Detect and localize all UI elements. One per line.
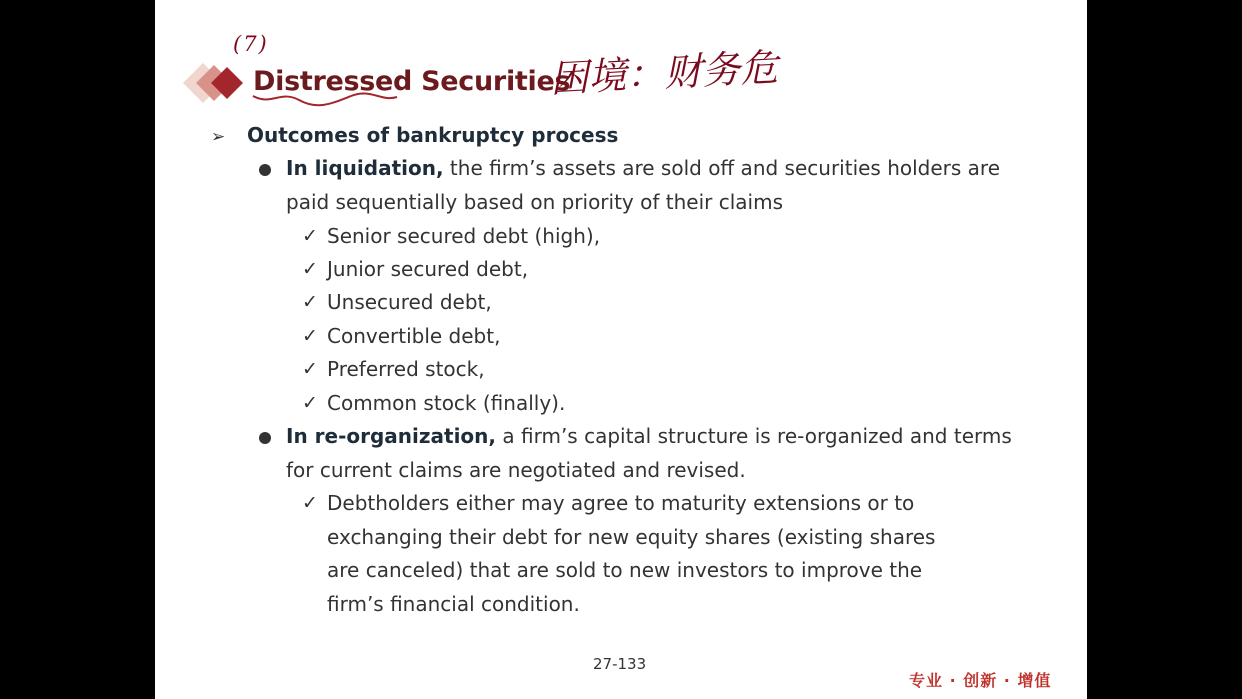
stacked-diamonds-icon [181, 58, 251, 108]
page-number: 27-133 [593, 655, 647, 673]
checkmark-icon: ✓ [302, 392, 318, 414]
subitem-text: Unsecured debt, [327, 290, 492, 314]
arrow-bullet-icon: ➢ [211, 127, 226, 147]
subitem [302, 487, 962, 621]
subitem [302, 353, 1012, 387]
heading-item [211, 119, 618, 155]
subitem [302, 320, 1012, 354]
subitem [302, 220, 1012, 254]
checkmark-icon: ✓ [302, 358, 318, 380]
subitem [302, 286, 1012, 320]
subitem-text: Junior secured debt, [327, 257, 529, 281]
handwritten-chinese-annotation: 困境：财务危 [549, 45, 780, 101]
checkmark-icon: ✓ [302, 291, 318, 313]
bullet-text [286, 152, 1029, 219]
brand-slogan: 专业 · 创新 · 增值 [909, 671, 1052, 690]
subitem [302, 253, 1012, 287]
bullet-body: the firm’s assets are sold off and securities holders are paid sequentially based on priority of their claims [286, 156, 1001, 214]
checkmark-icon: ✓ [302, 325, 318, 347]
handwritten-underline [251, 88, 401, 108]
subitem-text: Common stock (finally). [327, 391, 566, 415]
subitem-text: Debtholders either may agree to maturity extensions or to exchanging their debt for new equity shares (existing shares are canceled) that are sold to new investors to improve the firm’s financial condition. [327, 491, 936, 616]
checkmark-icon: ✓ [302, 225, 318, 247]
checkmark-icon: ✓ [302, 492, 318, 514]
bullet-lead: In liquidation, [286, 156, 444, 180]
checkmark-icon: ✓ [302, 258, 318, 280]
filled-circle-bullet-icon [259, 432, 271, 444]
bullet-text [286, 420, 1029, 487]
slide [155, 0, 1087, 699]
subitem-text: Convertible debt, [327, 324, 501, 348]
heading-text: Outcomes of bankruptcy process [247, 123, 619, 147]
subitem-text: Preferred stock, [327, 357, 485, 381]
handwritten-number-annotation: (7) [233, 32, 269, 56]
subitem [302, 387, 1012, 421]
slide-title: Distressed Securities [253, 66, 571, 97]
bullet-body: a firm’s capital structure is re-organized and terms for current claims are negotiated and revised. [286, 424, 1012, 482]
filled-circle-bullet-icon [259, 164, 271, 176]
bullet-liquidation [259, 152, 1029, 219]
bullet-reorganization [259, 420, 1029, 487]
subitem-text: Senior secured debt (high), [327, 224, 601, 248]
bullet-lead: In re-organization, [286, 424, 497, 448]
